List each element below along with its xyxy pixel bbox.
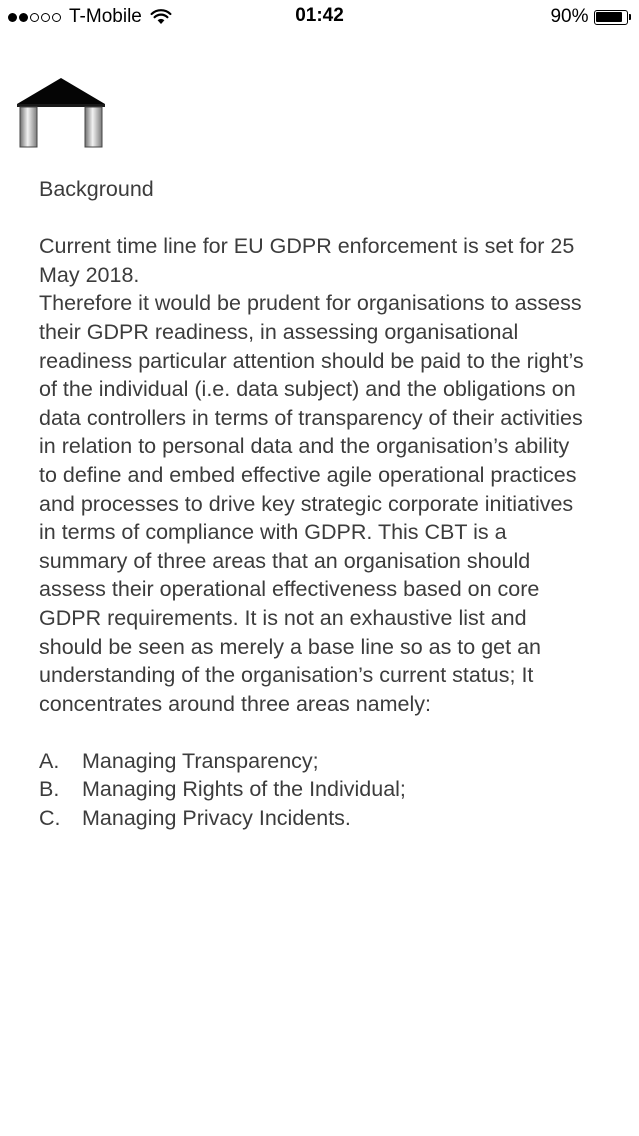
areas-list [39,747,584,833]
carrier-name: T-Mobile [69,6,142,27]
list-marker: B. [39,777,60,802]
list-marker: A. [39,748,60,773]
list-item-text: Managing Rights of the Individual; [82,777,406,802]
paragraph-intro: Current time line for EU GDPR enforcement is set for 25 May 2018. [39,234,575,287]
list-item-text: Managing Transparency; [82,748,319,773]
status-bar [0,0,639,34]
status-right [550,5,631,29]
list-item [39,747,584,776]
content [39,175,584,833]
battery-icon [594,10,628,25]
list-marker: C. [39,806,61,831]
section-heading: Background [39,177,154,201]
list-item [39,775,584,804]
battery-cap [629,14,632,20]
paragraph-body: Therefore it would be prudent for organisations to assess their GDPR readiness, in assessing organisational readiness particular attention should be paid to the right’s of the individual (i.e. data subject) and the obligations on data controllers in terms of transparency of their activities in relation to personal data and the organisation’s ability to define and embed effective agile operational practices and processes to drive key strategic corporate initiatives in terms of compliance with GDPR. This CBT is a summary of three areas that an organisation should assess their operational effectiveness based on core GDPR requirements. It is not an exhaustive list and should be seen as merely a base line so as to get an understanding of the organisation’s current status; It concentrates around three areas namely: [39,291,584,716]
status-time: 01:42 [295,5,344,26]
battery-percent: 90% [550,6,589,27]
list-item-text: Managing Privacy Incidents. [82,806,351,831]
battery-fill [596,12,622,22]
list-item [39,804,584,833]
building-pillars-icon [17,78,105,150]
